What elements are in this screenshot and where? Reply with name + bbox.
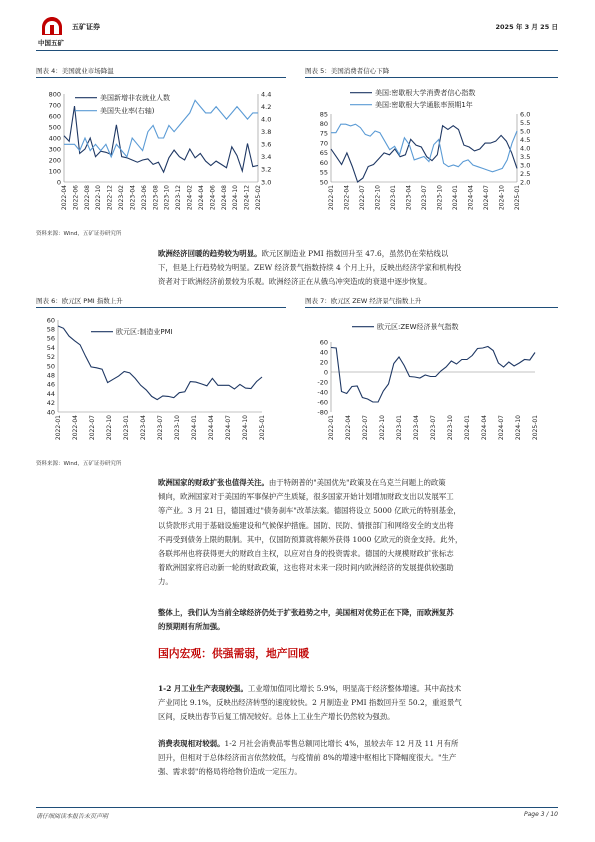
- x-tick-label: 2022-06: [72, 185, 80, 211]
- y-tick-label-right: 4.5: [520, 135, 531, 144]
- page-number: Page 3 / 10: [524, 811, 558, 818]
- x-tick-label: 2023-06: [140, 185, 148, 211]
- x-tick-label: 2022-10: [374, 185, 382, 211]
- fig6-7-source: 资料来源：Wind，五矿证券研究所: [36, 461, 122, 467]
- x-tick-label: 2022-04: [61, 185, 68, 211]
- x-tick-label: 2024-04: [197, 185, 205, 211]
- y-tick-label: 60: [319, 338, 328, 347]
- fig7-chart: [305, 312, 558, 454]
- y-tick-label-right: 3.4: [261, 153, 272, 162]
- fig4-5-source: 资料来源：Wind，五矿证券研究所: [36, 231, 122, 237]
- y-tick-label: 700: [48, 101, 61, 110]
- series-line: [331, 347, 535, 403]
- p1-lead: 欧洲经济回暖的趋势较为明显。: [158, 249, 262, 258]
- x-tick-label: 2025-01: [532, 415, 539, 441]
- p2-line: 不再受到债务上限的限制。其中，仅国防预算就将额外获得 1000 亿欧元的资金支持。此外，: [158, 534, 463, 544]
- p1-line: 欧元区制造业 PMI 指数回升至 47.6，虽然仍在荣枯线以: [261, 249, 449, 258]
- y-tick-label-right: 2.0: [520, 178, 531, 187]
- x-tick-label: 2023-07: [430, 415, 437, 441]
- y-tick-label: 400: [48, 134, 61, 143]
- report-date: 2025 年 3 月 25 日: [495, 23, 558, 31]
- y-tick-label: -20: [317, 378, 328, 387]
- y-tick-label: 46: [46, 380, 55, 389]
- paragraph-overall-view: [158, 606, 558, 634]
- y-tick-label: 20: [319, 358, 328, 367]
- fig6-chart: [36, 312, 286, 454]
- y-tick-label-right: 5.5: [520, 118, 531, 127]
- x-tick-label: 2023-07: [421, 185, 428, 211]
- x-tick-label: 2025-01: [514, 185, 521, 211]
- fig4-title: 图表 4：美国就业市场降温: [36, 67, 114, 75]
- p2-line: 等产业。3 月 21 日，德国通过"债务刹车"改革法案。德国将设立 5000 亿欧元的特别基金，: [158, 506, 461, 516]
- y-tick-label: 85: [319, 110, 328, 119]
- fig6-title: 图表 6：欧元区 PMI 指数上升: [36, 297, 123, 305]
- p4-line: 区间，反映出春节后复工情况较好。总体上工业生产增长仍然较为强劲。: [158, 712, 395, 722]
- x-tick-label: 2024-01: [191, 415, 198, 441]
- p5-lead: 消费表现相对较弱。: [158, 739, 225, 748]
- p2-line: 各联邦州也将获得更大的财政自主权，以应对自身的投资需求。德国的大规模财政扩张标志: [158, 549, 454, 559]
- paragraph-europe-fiscal: [158, 476, 558, 590]
- y-tick-label: 500: [48, 123, 61, 132]
- y-tick-label-right: 5.0: [520, 127, 531, 136]
- x-tick-label: 2023-04: [405, 185, 413, 211]
- x-tick-label: 2023-10: [447, 415, 454, 441]
- company-name: 中国五矿: [38, 39, 64, 47]
- y-tick-label-right: 4.0: [261, 115, 272, 124]
- x-tick-label: 2023-04: [140, 415, 147, 441]
- x-tick-label: 2022-07: [89, 415, 96, 441]
- p2-line: 由于特朗普的"美国优先"政策及在乌克兰问题上的政策: [268, 478, 446, 487]
- x-tick-label: 2023-01: [396, 415, 403, 441]
- y-tick-label: 0: [56, 178, 61, 187]
- x-tick-label: 2023-10: [174, 415, 181, 441]
- p5-line: 回升，但相对于总体经济而言依然较低，与疫情前 8%的增速中枢相比下降幅度很大。"生产: [158, 753, 457, 763]
- fig4-chart: [36, 82, 286, 222]
- fig5-rule: [305, 77, 558, 78]
- x-tick-label: 2023-10: [163, 185, 171, 211]
- x-tick-label: 2024-10: [498, 185, 506, 211]
- p4-lead: 1-2 月工业生产表现较强。: [158, 684, 248, 693]
- y-tick-label: 56: [46, 334, 55, 343]
- x-tick-label: 2024-10: [232, 185, 240, 211]
- x-tick-label: 2023-12: [175, 185, 183, 211]
- p2-line: 着欧洲国家将启动新一轮的财政政策，这也将对未来一段时间内欧洲经济的发展提供较强助: [158, 563, 454, 573]
- x-tick-label: 2024-10: [242, 415, 249, 441]
- x-tick-label: 2024-02: [186, 185, 194, 211]
- fig4-rule: [36, 77, 286, 78]
- p3-line: 整体上，我们认为当前全球经济仍处于扩张趋势之中，美国相对优势正在下降，而欧洲复苏: [158, 608, 454, 617]
- fig7-title: 图表 7：欧元区 ZEW 经济景气指数上升: [305, 297, 422, 305]
- series-line: [331, 126, 517, 182]
- p4-line: 工业增加值同比增长 5.9%，明显高于经济整体增速。其中高技术: [247, 684, 462, 693]
- x-tick-label: 2022-07: [359, 185, 366, 211]
- x-tick-label: 2025-02: [255, 185, 262, 211]
- p2-line: 倾向，欧洲国家对于美国的军事保护产生质疑，很多国家开始计划增加财政支出以发展军工: [158, 492, 454, 502]
- x-tick-label: 2022-01: [55, 415, 62, 441]
- x-tick-label: 2025-01: [259, 415, 266, 441]
- y-tick-label: 58: [46, 325, 55, 334]
- y-tick-label: 40: [46, 408, 55, 417]
- fig5-chart: [305, 82, 558, 222]
- y-tick-label: 65: [319, 149, 328, 158]
- legend-label: 欧元区:ZEW经济景气指数: [377, 323, 459, 331]
- p2-lead: 欧洲国家的财政扩张也值得关注。: [158, 478, 269, 487]
- paragraph-europe-recovery: [158, 247, 558, 290]
- p2-line: 以贷款形式用于基础设施建设和气候保护措施。国防、民防、情报部门和网络安全的支出将: [158, 520, 454, 530]
- y-tick-label: 42: [46, 399, 55, 408]
- x-tick-label: 2024-06: [209, 185, 217, 211]
- fig7-rule: [305, 307, 558, 308]
- p5-line: 1-2 月社会消费品零售总额同比增长 4%，虽较去年 12 月及 11 月有所: [224, 739, 459, 748]
- y-tick-label: 60: [319, 158, 328, 167]
- p1-line: 下，但是上行趋势较为明显。ZEW 经济景气指数持续 4 个月上升，反映出经济学家和机构投: [158, 263, 462, 273]
- paragraph-consumption: [158, 737, 558, 780]
- y-tick-label-right: 4.0: [520, 144, 531, 153]
- paragraph-industrial: [158, 682, 558, 725]
- y-tick-label-right: 3.5: [520, 152, 531, 161]
- x-tick-label: 2024-04: [208, 415, 215, 441]
- x-tick-label: 2024-08: [220, 185, 228, 211]
- y-tick-label: 100: [48, 167, 61, 176]
- x-tick-label: 2024-07: [498, 415, 505, 441]
- x-tick-label: 2024-10: [515, 415, 522, 441]
- x-tick-label: 2022-01: [328, 185, 335, 211]
- y-tick-label-right: 4.4: [261, 90, 272, 99]
- legend-label: 欧元区:制造业PMI: [116, 328, 173, 336]
- x-tick-label: 2024-04: [481, 415, 488, 441]
- y-tick-label: 54: [46, 343, 55, 352]
- legend-label: 美国:密歇根大学通胀率预期1年: [375, 101, 473, 109]
- x-tick-label: 2023-04: [129, 185, 137, 211]
- p4-line: 产业同比 9.1%，反映出经济转型的速度较快。2 月制造业 PMI 指数回升至 50.2，重返景气: [158, 698, 462, 708]
- x-tick-label: 2022-07: [362, 415, 369, 441]
- x-tick-label: 2022-04: [72, 415, 79, 441]
- y-tick-label: 0: [323, 368, 328, 377]
- y-tick-label: 600: [48, 112, 61, 121]
- y-tick-label-right: 4.2: [261, 102, 272, 111]
- y-tick-label: 52: [46, 353, 55, 362]
- x-tick-label: 2023-08: [152, 185, 160, 211]
- fig5-title: 图表 5：美国消费者信心下降: [305, 67, 390, 75]
- y-tick-label-right: 3.0: [261, 178, 272, 187]
- y-tick-label: 80: [319, 120, 328, 129]
- y-tick-label: 40: [319, 348, 328, 357]
- header-rule: [36, 50, 558, 51]
- section-title: 国内宏观：供强需弱，地产回暖: [158, 647, 310, 660]
- p1-line: 资者对于欧洲经济前景较为乐观。欧洲经济正在从俄乌冲突造成的衰退中逐步恢复。: [158, 277, 432, 287]
- p3-line: 的预期则有所加强。: [158, 622, 225, 632]
- company-logo: [41, 16, 63, 36]
- x-tick-label: 2022-04: [343, 185, 351, 211]
- legend-label: 美国新增非农就业人数: [100, 94, 170, 102]
- y-tick-label: 800: [48, 90, 61, 99]
- y-tick-label: 300: [48, 145, 61, 154]
- y-tick-label-right: 3.0: [520, 161, 531, 170]
- x-tick-label: 2022-01: [328, 415, 335, 441]
- y-tick-label: 70: [319, 139, 328, 148]
- y-tick-label: 55: [319, 168, 328, 177]
- y-tick-label: 60: [46, 316, 55, 325]
- x-tick-label: 2024-07: [225, 415, 232, 441]
- x-tick-label: 2024-07: [483, 185, 490, 211]
- y-tick-label: 200: [48, 156, 61, 165]
- x-tick-label: 2023-07: [157, 415, 164, 441]
- x-tick-label: 2022-04: [345, 415, 352, 441]
- y-tick-label-right: 3.2: [261, 165, 272, 174]
- y-tick-label: 75: [319, 129, 328, 138]
- series-line: [58, 326, 262, 400]
- x-tick-label: 2024-12: [243, 185, 251, 211]
- y-tick-label-right: 6.0: [520, 110, 531, 119]
- y-tick-label: -60: [317, 398, 328, 407]
- logo-icon: [41, 16, 63, 36]
- series-line: [331, 124, 517, 172]
- fig6-rule: [36, 307, 286, 308]
- x-tick-label: 2022-10: [379, 415, 386, 441]
- x-tick-label: 2022-08: [83, 185, 91, 211]
- p5-line: 强、需求弱"的格局将给物价造成一定压力。: [158, 767, 302, 777]
- y-tick-label: -80: [317, 408, 328, 417]
- p2-line: 力。: [158, 577, 173, 587]
- footer-rule: [36, 807, 558, 808]
- x-tick-label: 2024-04: [467, 185, 475, 211]
- footer-disclaimer: 请仔细阅读本报告末页声明: [36, 813, 109, 820]
- x-tick-label: 2024-01: [464, 415, 471, 441]
- x-tick-label: 2023-02: [118, 185, 126, 211]
- x-tick-label: 2023-01: [390, 185, 397, 211]
- y-tick-label: 50: [46, 362, 55, 371]
- y-tick-label-right: 3.6: [261, 140, 272, 149]
- x-tick-label: 2023-10: [436, 185, 444, 211]
- y-tick-label: 50: [319, 178, 328, 187]
- legend-label: 美国失业率(右轴): [100, 107, 155, 115]
- y-tick-label: -40: [317, 388, 328, 397]
- x-tick-label: 2023-01: [123, 415, 130, 441]
- x-tick-label: 2022-12: [106, 185, 114, 211]
- y-tick-label: 44: [46, 389, 55, 398]
- y-tick-label-right: 3.8: [261, 128, 272, 137]
- x-tick-label: 2023-04: [413, 415, 420, 441]
- x-tick-label: 2022-10: [106, 415, 113, 441]
- y-tick-label: 48: [46, 371, 55, 380]
- legend-label: 美国:密歇根大学消费者信心指数: [375, 89, 476, 97]
- brand-name: 五矿证券: [72, 23, 100, 31]
- y-tick-label-right: 2.5: [520, 169, 531, 178]
- x-tick-label: 2022-10: [95, 185, 103, 211]
- x-tick-label: 2024-01: [452, 185, 459, 211]
